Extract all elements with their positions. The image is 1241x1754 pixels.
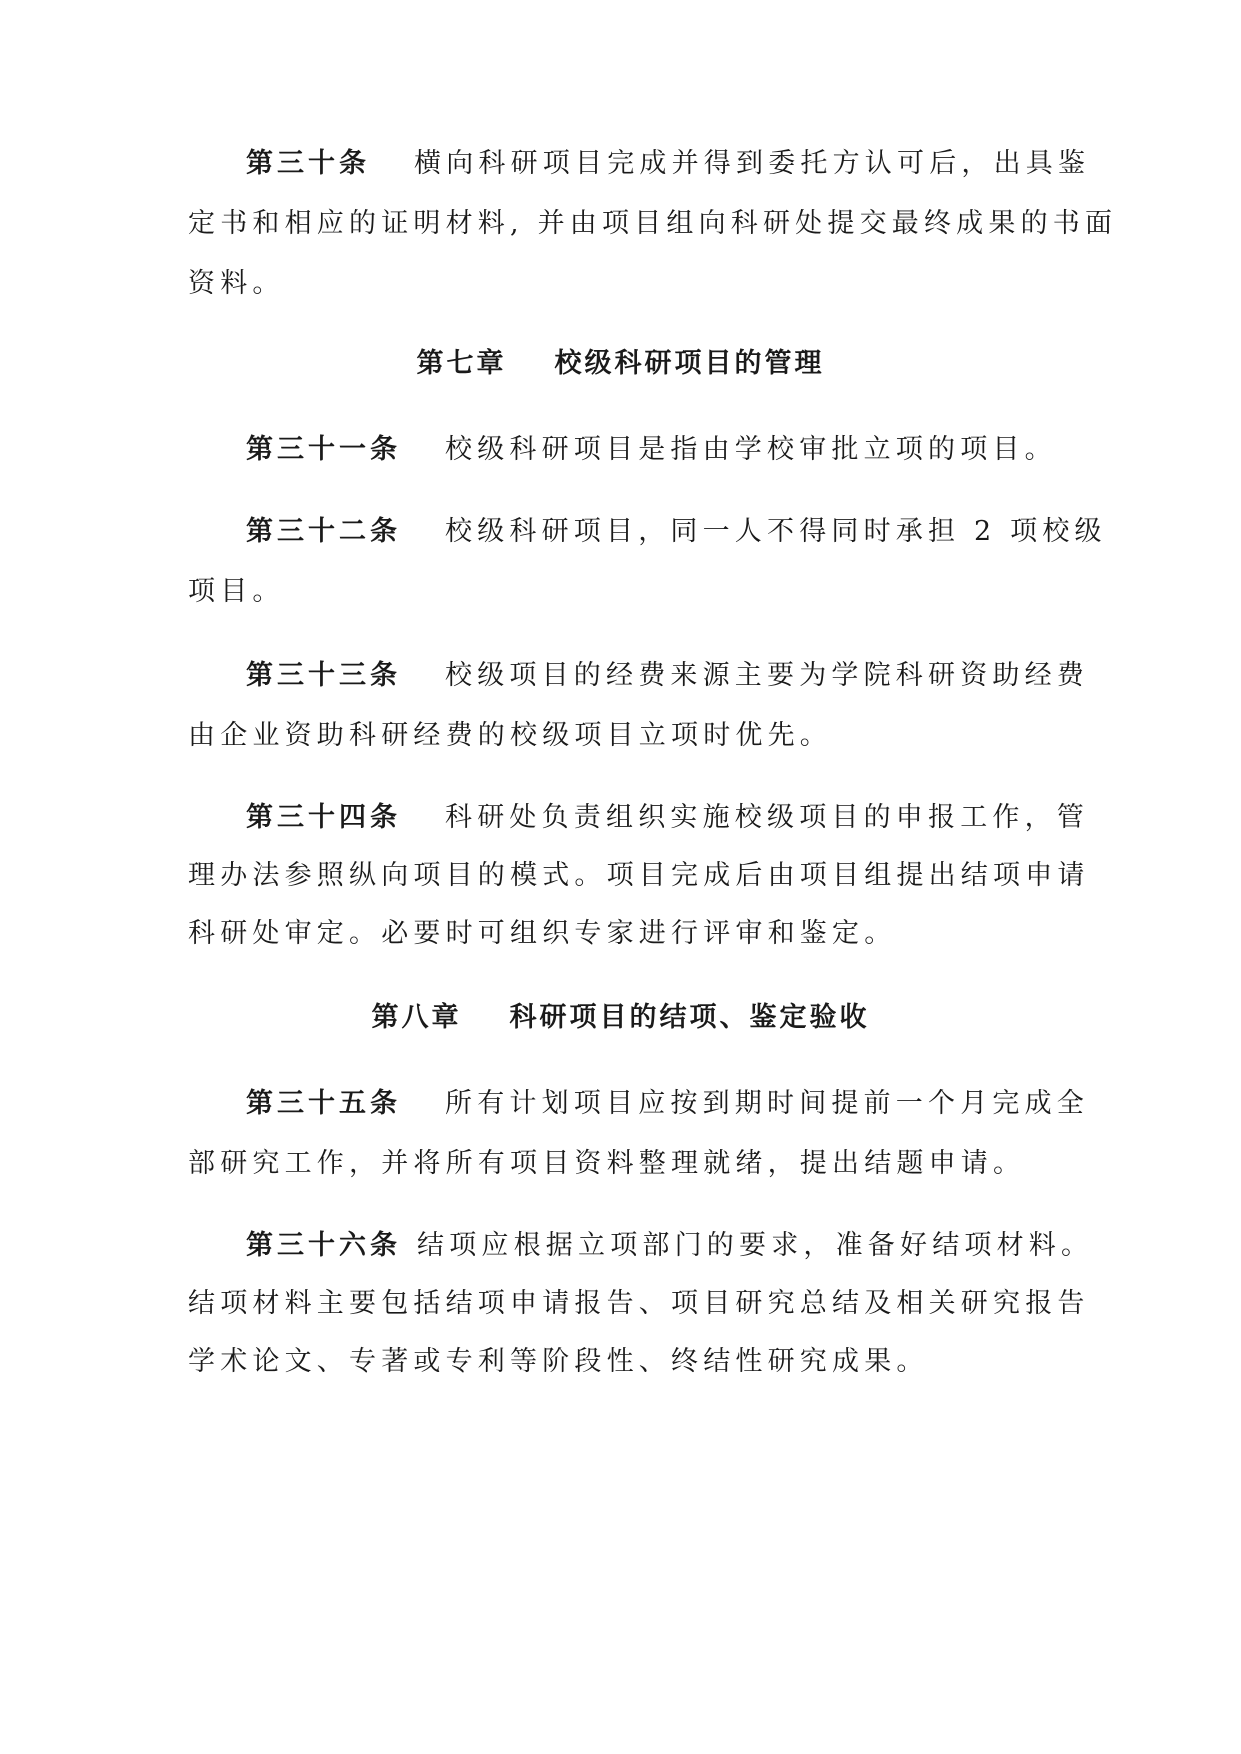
article-label: 第三十二条	[246, 516, 401, 547]
article-35-line-2: 部研究工作，并将所有项目资料整理就绪，提出结题申请。	[188, 1148, 1026, 1179]
article-35-line-1	[246, 1086, 1089, 1122]
chapter-8-heading	[0, 1000, 1241, 1036]
article-33-line-2: 由企业资助科研经费的校级项目立项时优先。	[188, 720, 832, 751]
article-30-line-1	[246, 146, 1090, 182]
article-text: 校级科研项目是指由学校审批立项的项目。	[445, 434, 1057, 465]
article-33-line-1	[246, 658, 1089, 694]
article-text: 横向科研项目完成并得到委托方认可后，出具鉴	[414, 148, 1091, 179]
article-text: 结项应根据立项部门的要求，准备好结项材料。	[417, 1230, 1094, 1261]
article-31-line-1	[246, 432, 1057, 468]
article-label: 第三十条	[246, 148, 370, 179]
chapter-label: 第八章	[371, 1002, 462, 1033]
article-30-line-3: 资料。	[188, 268, 285, 299]
article-34-line-3: 科研处审定。必要时可组织专家进行评审和鉴定。	[188, 918, 897, 949]
article-label: 第三十三条	[246, 660, 401, 691]
article-32-line-2: 项目。	[188, 576, 285, 607]
article-34-line-2: 理办法参照纵向项目的模式。项目完成后由项目组提出结项申请	[188, 860, 1090, 891]
chapter-7-heading	[0, 346, 1241, 382]
article-text: 所有计划项目应按到期时间提前一个月完成全	[445, 1088, 1089, 1119]
article-text: 科研处负责组织实施校级项目的申报工作，管	[445, 802, 1089, 833]
article-text: 校级项目的经费来源主要为学院科研资助经费	[445, 660, 1089, 691]
article-34-line-1	[246, 800, 1089, 836]
article-label: 第三十五条	[246, 1088, 401, 1119]
article-36-line-2: 结项材料主要包括结项申请报告、项目研究总结及相关研究报告	[188, 1288, 1090, 1319]
chapter-title: 科研项目的结项、鉴定验收	[509, 1002, 870, 1033]
article-label: 第三十六条	[246, 1230, 401, 1261]
article-text: 校级科研项目，同一人不得同时承担 2 项校级	[445, 516, 1107, 547]
article-32-line-1	[246, 514, 1107, 550]
article-36-line-3: 学术论文、专著或专利等阶段性、终结性研究成果。	[188, 1346, 929, 1377]
article-label: 第三十一条	[246, 434, 401, 465]
chapter-title: 校级科研项目的管理	[554, 348, 825, 379]
article-36-line-1	[246, 1228, 1093, 1264]
article-30-line-2: 定书和相应的证明材料, 并由项目组向科研处提交最终成果的书面	[188, 208, 1118, 239]
article-label: 第三十四条	[246, 802, 401, 833]
chapter-label: 第七章	[416, 348, 507, 379]
